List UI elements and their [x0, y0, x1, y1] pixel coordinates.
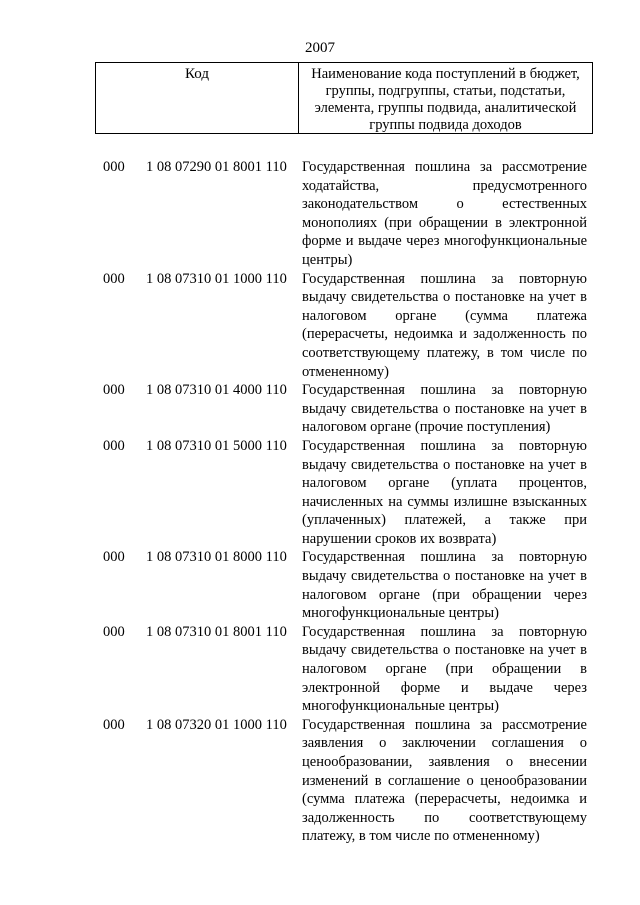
table-row [0, 716, 640, 846]
table-body [0, 158, 640, 846]
table-row [0, 548, 640, 622]
row-income-name: Государственная пошлина за рассмотрение ходатайства, предусмотренного законодательством о естественных монополиях (при обращении в электронной форме и выдаче через многофункциональные центры) [302, 159, 587, 268]
row-admin-code: 000 [103, 382, 125, 399]
row-income-code: 1 08 07290 01 8001 110 [146, 159, 287, 175]
table-row [0, 158, 640, 270]
row-income-name: Государственная пошлина за повторную выдачу свидетельства о постановке на учет в налоговом органе (прочие поступления) [302, 382, 587, 436]
row-income-name: Государственная пошлина за повторную выдачу свидетельства о постановке на учет в налоговом органе (уплата процентов, начисленных на суммы излишне взысканных (уплаченных) платежей, а также при нарушении сроков их возврата) [302, 437, 587, 547]
table-row [0, 381, 640, 437]
row-income-name: Государственная пошлина за повторную выдачу свидетельства о постановке на учет в налоговом органе (при обращении через многофункциональные центры) [302, 549, 587, 622]
row-admin-code: 000 [103, 270, 125, 287]
row-income-code: 1 08 07310 01 4000 110 [146, 382, 287, 399]
row-admin-code: 000 [103, 159, 125, 175]
table-row [0, 623, 640, 716]
row-income-name: Государственная пошлина за рассмотрение заявления о заключении соглашения о ценообразовании, заявления о внесении изменений в соглашение о ценообразовании (сумма платежа (перерасчеты, недоимка и задолженность по соответствующему платежу, в том числе по отмененному) [302, 716, 587, 845]
row-income-name: Государственная пошлина за повторную выдачу свидетельства о постановке на учет в налоговом органе (сумма платежа (перерасчеты, недоимка и задолженность по соответствующему платежу, в том числе по отмененному) [302, 270, 587, 380]
header-code-column: Код [96, 63, 299, 133]
row-income-code: 1 08 07310 01 1000 110 [146, 270, 287, 287]
row-income-name: Государственная пошлина за повторную выдачу свидетельства о постановке на учет в налоговом органе (при обращении в электронной форме и выдаче через многофункциональные центры) [302, 623, 587, 715]
row-admin-code: 000 [103, 623, 125, 640]
row-admin-code: 000 [103, 437, 125, 454]
table-header [95, 62, 593, 134]
row-admin-code: 000 [103, 549, 125, 566]
table-row [0, 437, 640, 549]
row-income-code: 1 08 07310 01 5000 110 [146, 437, 287, 454]
row-income-code: 1 08 07310 01 8001 110 [146, 623, 287, 640]
row-income-code: 1 08 07310 01 8000 110 [146, 549, 287, 566]
table-row [0, 270, 640, 382]
row-income-code: 1 08 07320 01 1000 110 [146, 716, 287, 733]
page-number: 2007 [305, 40, 335, 56]
row-admin-code: 000 [103, 716, 125, 733]
header-name-column: Наименование кода поступлений в бюджет, группы, подгруппы, статьи, подстатьи, элемента, группы подвида, аналитической группы подвида доходов [311, 66, 580, 133]
